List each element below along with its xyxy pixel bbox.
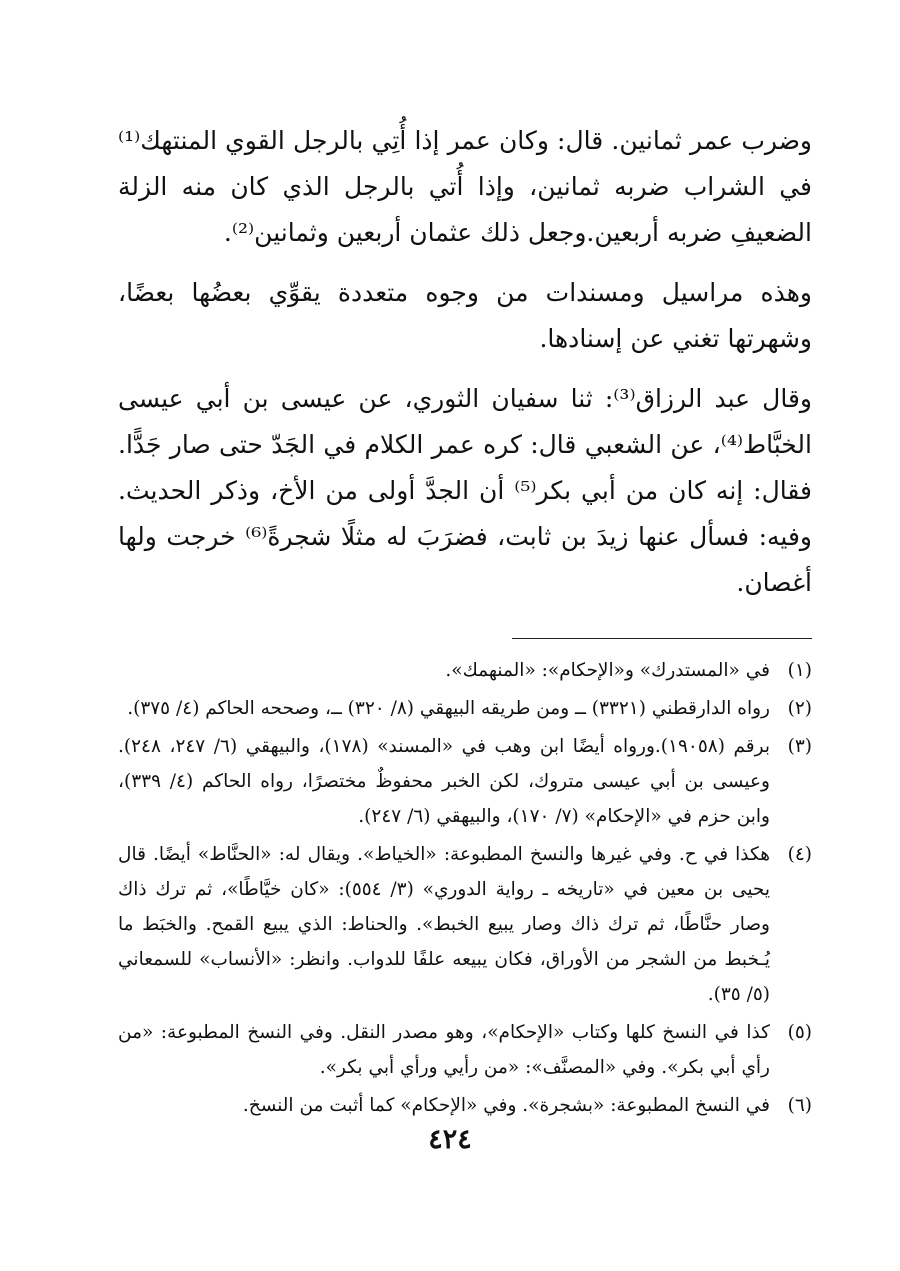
footnote-3: [118, 729, 812, 834]
footnote-4-text: هكذا في ح. وفي غيرها والنسخ المطبوعة: «الخياط». ويقال له: «الحنَّاط» أيضًا. قال يحيى بن معين في «تاريخه ـ رواية الدوري» (٣/ ٥٥٤): «كان خيَّاطًا»، ثم ترك ذاك وصار حنَّاطًا، ثم ترك ذاك وصار يبيع الخبط». والحناط: الذي يبيع القمح. والخبَط ما يُـخبط من الشجر من الأوراق، فكان يبيعه علفًا للدواب. وانظر: «الأنساب» للسمعاني (٥/ ٣٥).: [118, 844, 771, 1005]
footnote-3-number: (٣): [787, 736, 812, 757]
main-paragraph-1: وضرب عمر ثمانين. قال: وكان عمر إذا أُتِي بالرجل القوي المنتهك⁽¹⁾ في الشراب ضربه ثمانين، وإذا أُتي بالرجل الذي كان منه الزلة الضعيفِ ضربه أربعين.وجعل ذلك عثمان أربعين وثمانين⁽²⁾.: [118, 126, 812, 247]
footnote-6-text: في النسخ المطبوعة: «بشجرة». وفي «الإحكام» كما أثبت من النسخ.: [242, 1095, 770, 1116]
page-body: [118, 118, 812, 1123]
footnote-separator: [512, 638, 812, 639]
main-paragraph-3: وقال عبد الرزاق⁽³⁾: ثنا سفيان الثوري، عن عيسى بن أبي عيسى الخبَّاط⁽⁴⁾، عن الشعبي قال: كره عمر الكلام في الجَدّ حتى صار جَدًّا. فقال: إنه كان من أبي بكر⁽⁵⁾ أن الجدَّ أولى من الأخ، وذكر الحديث. وفيه: فسأل عنها زيدَ بن ثابت، فضرَبَ له مثلًا شجرةً⁽⁶⁾ خرجت ولها أغصان.: [118, 384, 812, 597]
footnote-5-text: كذا في النسخ كلها وكتاب «الإحكام»، وهو مصدر النقل. وفي النسخ المطبوعة: «من رأي أبي بكر». وفي «المصنَّف»: «من رأيي ورأي أبي بكر».: [118, 1022, 770, 1078]
footnote-6-number: (٦): [787, 1095, 812, 1116]
footnote-2-text: رواه الدارقطني (٣٣٢١) ــ ومن طريقه البيهقي (٨/ ٣٢٠) ــ، وصححه الحاكم (٤/ ٣٧٥).: [127, 698, 770, 719]
footnote-3-text: برقم (١٩٠٥٨).ورواه أيضًا ابن وهب في «المسند» (١٧٨)، والبيهقي (٦/ ٢٤٧، ٢٤٨). وعيسى بن أبي عيسى متروك، لكن الخبر محفوظٌ مختصرًا، رواه الحاكم (٤/ ٣٣٩)، وابن حزم في «الإحكام» (٧/ ١٧٠)، والبيهقي (٦/ ٢٤٧).: [118, 736, 770, 827]
footnote-4-number: (٤): [787, 844, 812, 865]
footnote-4: [118, 837, 812, 1012]
footnote-5: [118, 1015, 812, 1085]
footnote-2-number: (٢): [787, 698, 812, 719]
footnote-6: [118, 1088, 812, 1123]
footnote-1-number: (١): [787, 660, 812, 681]
footnote-1: [118, 653, 812, 688]
page-number: ٤٢٤: [428, 1124, 472, 1155]
footnote-5-number: (٥): [787, 1022, 812, 1043]
footnote-1-text: في «المستدرك» و«الإحكام»: «المنهمك».: [445, 660, 770, 681]
footnote-2: [118, 691, 812, 726]
main-paragraph-2: وهذه مراسيل ومسندات من وجوه متعددة يقوِّي بعضُها بعضًا، وشهرتها تغني عن إسنادها.: [118, 278, 812, 353]
